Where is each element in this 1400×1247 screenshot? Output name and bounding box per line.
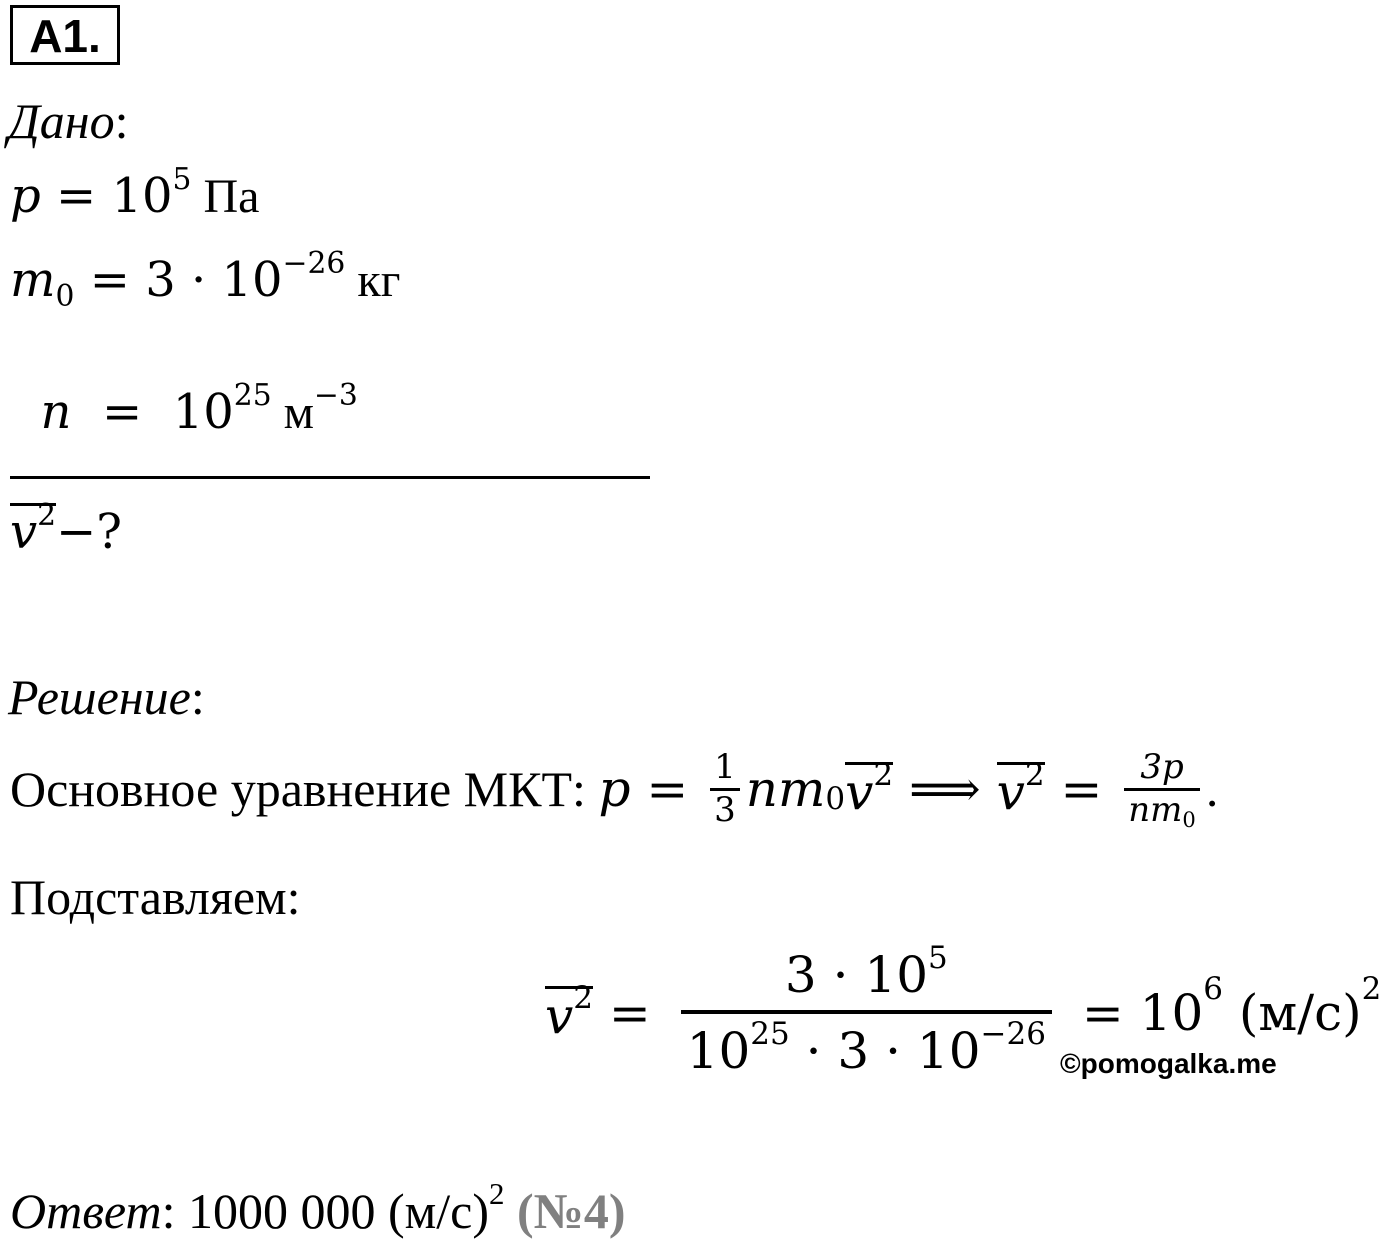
eq-period: . — [1205, 761, 1219, 818]
calc-den-b-exp: −26 — [980, 1015, 1046, 1052]
find-quantity — [10, 497, 123, 560]
calc-num-wrap — [779, 939, 954, 1010]
conc-var: n — [40, 384, 72, 440]
given-concentration — [10, 340, 358, 440]
main-eq-text: Основное уравнение МКТ: — [10, 761, 599, 818]
frac2-den: nm — [1128, 789, 1183, 830]
problem-label: A1. — [10, 5, 120, 65]
implies-arrow: ⟹ — [893, 760, 997, 819]
calc-v-exp: 2 — [573, 980, 593, 1017]
pressure-exp: 5 — [172, 161, 192, 197]
find-v-overline — [10, 497, 57, 560]
eq2-v: v — [996, 762, 1025, 821]
conc-eq: = 10 — [71, 384, 234, 440]
given-pressure — [10, 161, 260, 224]
calc-num: 3 · 10 — [784, 946, 929, 1004]
calc-result: = 10 — [1065, 984, 1204, 1042]
answer-line — [10, 1175, 626, 1239]
eq-v2-overline — [845, 756, 894, 821]
given-title-text: Дано — [8, 93, 115, 149]
conc-exp: 25 — [233, 377, 272, 413]
eq-v: v — [845, 762, 874, 821]
pressure-eq: = 10 — [40, 168, 173, 224]
fraction-one-third — [710, 747, 740, 830]
given-mass — [10, 245, 401, 314]
mass-sub: 0 — [55, 278, 75, 314]
answer-label: Ответ — [10, 1183, 162, 1239]
find-exp: 2 — [37, 497, 57, 533]
substitute-text: Подставляем: — [10, 869, 301, 925]
pressure-unit: Па — [191, 170, 260, 223]
solution-title — [8, 669, 205, 725]
calc-den-a-exp: 25 — [750, 1015, 790, 1052]
mass-unit: кг — [345, 254, 401, 307]
solution-title-colon: : — [190, 669, 205, 725]
eq2-sign: = — [1044, 760, 1119, 819]
given-title-colon: : — [114, 93, 129, 149]
calc-den-wrap — [681, 1010, 1052, 1080]
frac2-den-sub: 0 — [1182, 807, 1196, 833]
conc-unit: м — [271, 386, 314, 439]
eq-lhs: p — [598, 760, 631, 819]
calc-den-b: · 3 · 10 — [789, 1022, 981, 1080]
given-divider — [10, 476, 650, 479]
answer-value: 1000 000 (м/с) — [187, 1183, 489, 1239]
frac2-num: 3p — [1140, 747, 1184, 787]
eq-sign: = — [630, 760, 705, 819]
calc-fraction — [681, 939, 1052, 1080]
eq2-v-exp: 2 — [1024, 756, 1045, 793]
find-suffix: −? — [56, 504, 123, 560]
eq-nm: nm — [745, 760, 826, 819]
find-var: v — [10, 504, 38, 560]
given-title — [8, 93, 129, 149]
frac2-den-wrap — [1124, 788, 1200, 833]
calc-den-a: 10 — [686, 1022, 751, 1080]
frac-den: 3 — [710, 788, 740, 829]
eq-v-exp: 2 — [873, 756, 894, 793]
calc-num-exp: 5 — [928, 939, 948, 976]
solution-title-text: Решение — [8, 669, 191, 725]
calculation-line: $v^2$ = $\frac{3 \cdot 10^5}{10^{25} \cdot 3 \cdot 10^{-26}}$ = 10 $^6$ (м/с) $^2$ — [545, 939, 1382, 1080]
conc-unit-exp: −3 — [314, 377, 358, 413]
main-equation-line: Основное уравнение МКТ: p = $\frac{1}{3}$ nm $_0$ $v^2$ ⟹ $v^2$ = $\frac{3p}{nm_0}$ . — [10, 747, 1219, 833]
calc-v: v — [545, 986, 574, 1045]
watermark-text: ©pomogalka.me — [1060, 1048, 1277, 1079]
mass-exp: −26 — [282, 245, 346, 281]
answer-colon: : — [161, 1183, 188, 1239]
mass-var: m — [10, 252, 56, 308]
calc-v2-overline — [545, 980, 593, 1045]
answer-value-exp: 2 — [489, 1175, 505, 1211]
answer-ref: (№4) — [504, 1183, 626, 1239]
mass-eq: = 3 · 10 — [74, 252, 283, 308]
calc-unit: (м/с) — [1223, 984, 1362, 1042]
pressure-var: p — [10, 168, 41, 224]
calc-eq-sign: = — [592, 984, 667, 1042]
frac-num: 1 — [714, 747, 736, 787]
fraction-3p-nm0 — [1124, 747, 1200, 833]
eq2-v2-overline — [996, 756, 1045, 821]
